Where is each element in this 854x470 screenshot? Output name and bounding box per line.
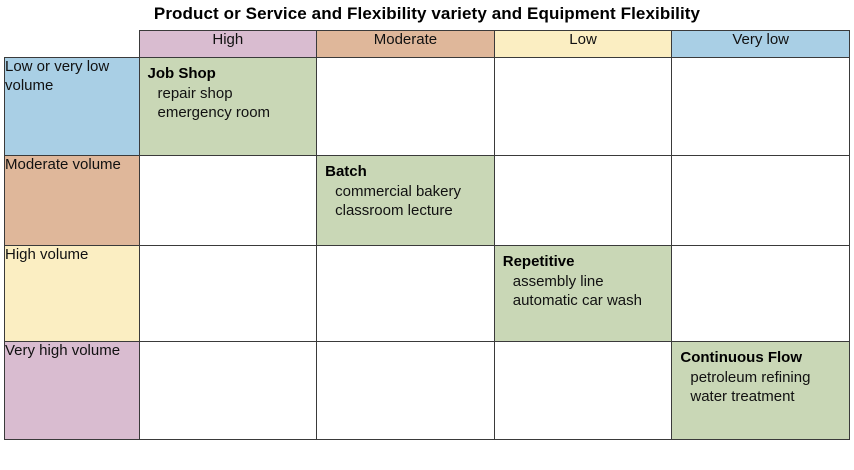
cell-title-continuous-flow: Continuous Flow xyxy=(680,349,803,366)
cell-r2-c3-empty xyxy=(494,156,672,246)
row-header-moderate-volume: Moderate volume xyxy=(5,156,140,246)
matrix-row-very-high-volume xyxy=(5,342,850,440)
column-header-moderate: Moderate xyxy=(317,31,495,58)
cell-title-batch: Batch xyxy=(325,163,367,180)
matrix-header-row xyxy=(5,31,850,58)
cell-r1-c2-empty xyxy=(317,58,495,156)
row-header-very-high-volume: Very high volume xyxy=(5,342,140,440)
cell-continuous-flow xyxy=(672,342,850,440)
matrix-table xyxy=(4,30,850,440)
cell-item-continuous-flow-2: water treatment xyxy=(690,388,795,405)
matrix-row-low-volume xyxy=(5,58,850,156)
cell-item-batch-2: classroom lecture xyxy=(335,202,453,219)
cell-title-repetitive: Repetitive xyxy=(502,253,575,270)
cell-item-continuous-flow-1: petroleum refining xyxy=(690,368,811,386)
cell-batch xyxy=(317,156,495,246)
cell-r3-c2-empty xyxy=(317,246,495,342)
row-header-high-volume: High volume xyxy=(5,246,140,342)
matrix-corner-cell xyxy=(5,31,140,58)
matrix-row-high-volume xyxy=(5,246,850,342)
column-header-low: Low xyxy=(494,31,672,58)
cell-r1-c3-empty xyxy=(494,58,672,156)
page-title: Product or Service and Flexibility variety and Equipment Flexibility xyxy=(153,4,701,23)
cell-r2-c1-empty xyxy=(139,156,317,246)
cell-r4-c3-empty xyxy=(494,342,672,440)
cell-r3-c1-empty xyxy=(139,246,317,342)
cell-title-job-shop: Job Shop xyxy=(147,65,216,82)
row-header-low-or-very-low-volume: Low or very low volume xyxy=(5,58,140,156)
cell-r1-c4-empty xyxy=(672,58,850,156)
cell-r4-c1-empty xyxy=(139,342,317,440)
cell-r2-c4-empty xyxy=(672,156,850,246)
cell-item-repetitive-1: assembly line xyxy=(512,272,604,290)
cell-item-repetitive-2: automatic car wash xyxy=(512,292,642,309)
cell-r3-c4-empty xyxy=(672,246,850,342)
column-header-very-low: Very low xyxy=(672,31,850,58)
cell-item-job-shop-1: repair shop xyxy=(157,84,233,102)
cell-item-job-shop-2: emergency room xyxy=(157,104,271,121)
matrix-row-moderate-volume xyxy=(5,156,850,246)
cell-r4-c2-empty xyxy=(317,342,495,440)
cell-item-batch-1: commercial bakery xyxy=(335,182,461,200)
column-header-high: High xyxy=(139,31,317,58)
cell-job-shop xyxy=(139,58,317,156)
cell-repetitive xyxy=(494,246,672,342)
